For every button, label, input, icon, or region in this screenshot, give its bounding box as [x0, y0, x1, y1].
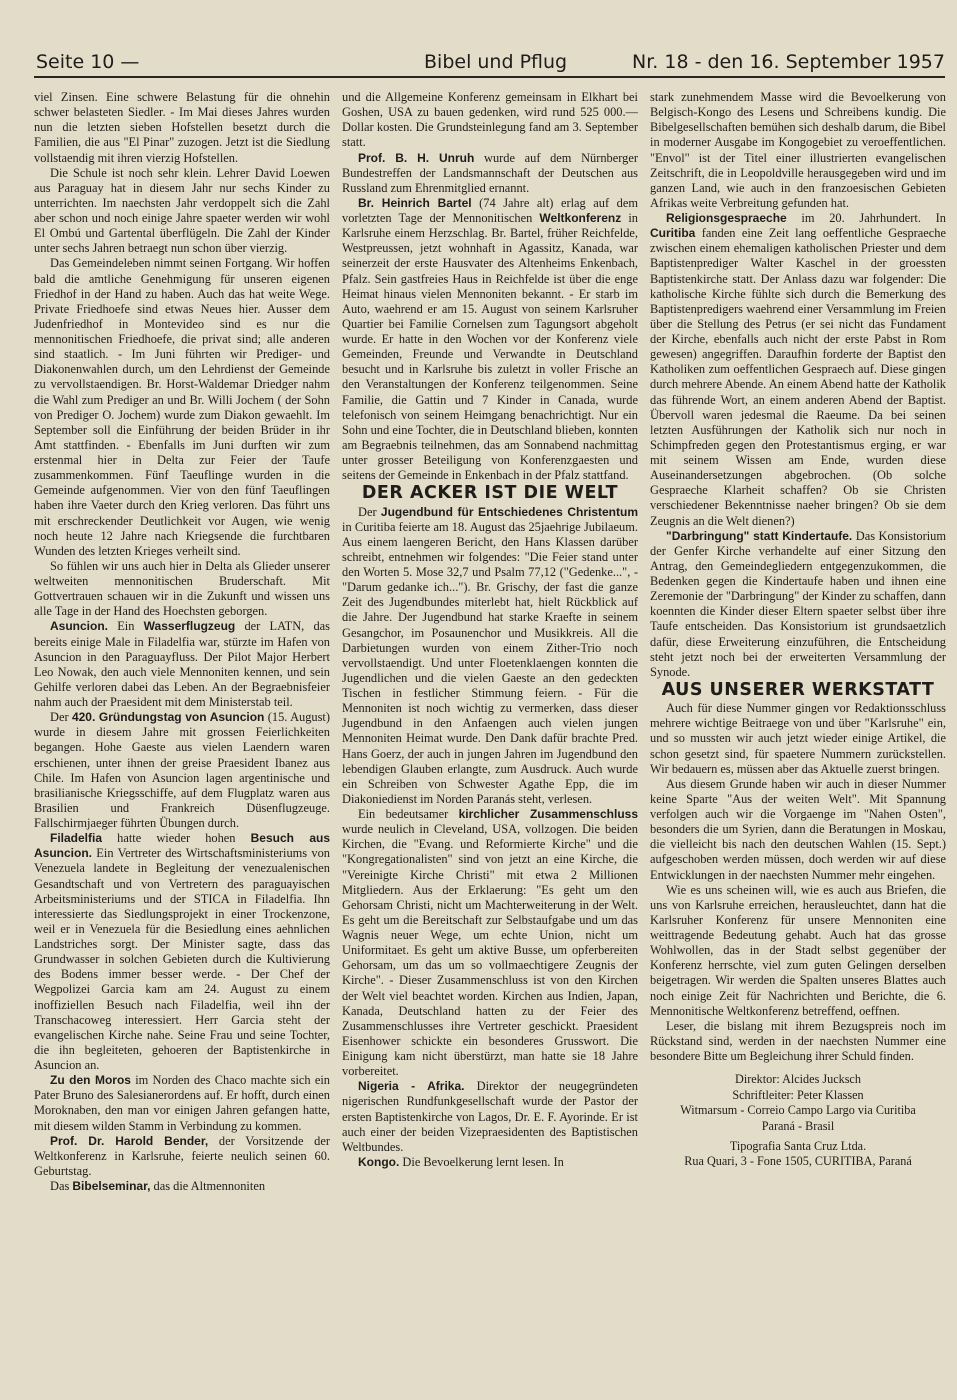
news-text: hatte wieder hohen — [102, 831, 251, 846]
article-paragraph: stark zunehmendem Masse wird die Bevoelkerung von Belgisch-Kongo des Lesens und Schreibens kundig. Die Bibelgesellschaften bemühen sich deshalb darum, die Bibel in moderner Ausgabe im Kongogebiet zu veroeffentlichen. "Envol" ist der Titel einer illustrierten evangelischen Zeitschrift, die in Leopoldville herausgegeben wird und im ganzen Land, wie auch in den franzoesischen Gebieten Afrikas weite Verbreitung gefunden hat. — [650, 90, 946, 210]
news-keyword: Besuch aus Asuncion. — [34, 831, 330, 861]
news-item-jugendbund — [342, 505, 638, 808]
imprint-printer-address: Rua Quari, 3 - Fone 1505, CURITIBA, Paraná — [684, 1154, 912, 1169]
news-text: in Karlsruhe einem Herzschlag. Br. Bartel, früher Reichfelde, Westpreussen, jetzt wohnhaft in Agassitz, Kanada, war seinerzeit der erste Hausvater des Altenheims Enkenbach, Pfalz. Sein gastfreies Haus in Reichfelde ist über die enge Heimat hinaus vielen Mennoniten bekannt. - Er starb im Auto, waehrend er am 15. August von seinem Karlsruher Quartier bei Familie Cornelsen zum Tagungsort abgeholt wurde. Er hatte in den Wochen vor der Konferenz viele Gemeinden, Freunde und Verwandte in Deutschland besucht und in Karlsruhe bis zuletzt in voller Frische an den Veranstaltungen der Konferenz teilgenommen. Seine Familie, die Gattin und 7 Kinder in Canada, wurde telefonisch von seinem Heimgang benachrichtigt. Nur ein Sohn und eine Tochter, die in Deutschland blieben, konnten am Begraebnis teilnehmen, das am Sonnabend nachmittag unter grosser Beteiligung von Konferenzgaesten und seitens der Gemeinde in Enkenbach in der Pfalz stattfand. — [342, 211, 638, 483]
news-text: Die Bevoelkerung lernt lesen. In — [399, 1154, 564, 1169]
news-text: (15. August) wurde in diesem Jahre mit grossen Feierlichkeiten begangen. Hohe Gaeste aus vielen Laendern waren erschienen, unter ihnen der greise Praesident Ibanez aus Chile. Im Hafen von Asuncion lagen argentinische und brasilianische Kriegsschiffe, auf dem Flugplatz waren aus Brasilien und Frankreich Düsenflugzeuge. Fallschirmjaeger führten Übungen durch. — [34, 710, 330, 830]
article-paragraph: Wie es uns scheinen will, wie es auch aus Briefen, die uns von Karlsruhe erreichen, herausleuchtet, dann hat die Karlsruher Konferenz für unsere Mennoniten eine weittragende Bedeutung gehabt. Auch hat das grosse Wohlwollen, das in der Stadt selbst gegenüber der Konferenz herrschte, viel zum guten Gelingen derselben beigetragen. Wir werden die Spalten unseres Blattes auch noch einige Zeit für Nachrichten und Berichte, die 6. Mennonitische Weltkonferenz betreffend, oeffnen. — [650, 882, 946, 1018]
news-item-seminar — [34, 1179, 330, 1194]
news-keyword: Religionsgespraeche — [666, 211, 787, 225]
news-keyword: Bibelseminar, — [72, 1179, 151, 1193]
imprint-editor: Schriftleiter: Peter Klassen — [732, 1087, 864, 1102]
news-keyword: Nigeria - Afrika. — [358, 1079, 465, 1094]
article-paragraph: Auch für diese Nummer gingen vor Redaktionsschluss mehrere wichtige Beitraege von und über "Karlsruhe" ein, und so mussten wir auch jetzt wieder einige Artikel, die schon gesetzt sind, für spaetere Nummern zurückstellen. Wir bedauern es, müssen aber das Aktuelle zuerst bringen. — [650, 701, 946, 776]
imprint-director: Direktor: Alcides Jucksch — [735, 1072, 861, 1087]
news-item-darbringung — [650, 529, 946, 680]
column-right — [650, 90, 946, 1390]
news-keyword: Kongo. — [358, 1154, 400, 1169]
news-item-religion — [650, 211, 946, 529]
news-text: der Vorsitzende der Weltkonferenz in Karlsruhe, feierte neulich seinen 60. Geburtstag. — [34, 1133, 330, 1178]
news-item-anniversary — [34, 710, 330, 831]
news-item-nigeria — [342, 1079, 638, 1155]
news-text: Das — [50, 1179, 73, 1193]
news-keyword: Prof. Dr. Harold Bender, — [50, 1133, 209, 1148]
news-item-unruh — [342, 151, 638, 196]
news-keyword: Zu den Moros — [50, 1073, 131, 1088]
news-text: Der — [358, 504, 381, 519]
news-item-filadelfia — [34, 831, 330, 1073]
article-paragraph: und die Allgemeine Konferenz gemeinsam in Elkhart bei Goshen, USA zu bauen gedenken, wird rund 525 000.— Dollar kosten. Die Grundsteinlegung fand am 3. September statt. — [342, 90, 638, 150]
section-heading: AUS UNSERER WERKSTATT — [661, 679, 935, 700]
imprint-address: Witmarsum - Correio Campo Largo via Curitiba — [680, 1103, 916, 1118]
news-keyword: Jugendbund für Entschiedenes Christentum — [380, 504, 638, 519]
news-text: wurde auf dem Nürnberger Bundestreffen der Landsmannschaft der Deutschen aus Russland zum Ehrenmitglied ernannt. — [342, 150, 638, 195]
article-paragraph: Leser, die bislang mit ihrem Bezugspreis noch im Rückstand sind, werden in der naechsten Nummer eine besondere Bitte um Begleichung ihrer Schuld finden. — [650, 1018, 946, 1064]
news-item-church-union — [342, 807, 638, 1079]
column-left — [34, 90, 330, 1390]
news-keyword: Wasserflugzeug — [143, 619, 236, 634]
news-item-asuncion: Asuncion. Ein Wasserflugzeug der LATN, das bereits einige Male in Filadelfia war, stürzte im Hafen von Asuncion in den Paraguayfluss. Der Pilot Major Herbert Leo Nowak, den auch viele Mennoniten kennen, und sein Gehilfe verloren dabei das Leben. An der Begraebnisfeier nahm auch der Praesident mit dem Ministerstab teil. — [34, 619, 330, 709]
news-keyword: Curitiba — [650, 226, 696, 241]
article-paragraph: Die Schule ist noch sehr klein. Lehrer David Loewen aus Paraguay hat in diesem Jahr nur sechs Kinder zu unterrichten. Im naechsten Jahr verdoppelt sich die Zahl aber schon und noch einige Jahre spaeter werden wir wohl El Ombú und Gartental überflügeln. Die Zahl der Kinder unter sechs Jahren betraegt nun schon über vierzig. — [34, 165, 330, 256]
section-heading: DER ACKER IST DIE WELT — [361, 483, 619, 504]
news-text: Der — [50, 710, 72, 725]
newspaper-title: Bibel und Pflug — [424, 51, 568, 73]
news-text: fanden eine Zeit lang oeffentliche Gespraeche zwischen einem ehemaligen katholischen Priester und dem Baptistenprediger Walter Kaschel in der groessten Baptistenkirche statt. Der Anlass dazu war folgender: Die katholische Kirche fühlte sich durch die Bemerkung des Baptistenpredigers waehrend einer Versammlung im Freien über die Stellung des Petrus (er sei nicht das Fundament der Kirche, ebenfalls auch nicht der erste Pabst in Rom gewesen) angegriffen. Daraufhin forderte der Baptist den Katholiken zum oeffentlichen Gespraech auf. Diese gingen durch mehrere Abende. An einem Abend hatte der Katholik das führende Wort, an einem anderen Abend der Baptist. Übervoll waren jedesmal die Raeume. Da bei seinen letzten Ausführungen der Katholik sich nur noch in Schimpfreden gegen den Protestantismus erging, er war mit seinem Wissen am Ende, wurden diese Auseinandersetzungen abgebrochen. (Ob solche Gespraeche Klarheit schaffen? Ob sie Christen verschiedener Bekenntnisse naeher bringen? Ob sie dem Zeugnis an die Welt dienen?) — [650, 226, 946, 528]
news-text: der LATN, das bereits einige Male in Filadelfia war, stürzte im Hafen von Asuncion in den Paraguayfluss. Der Pilot Major Herbert Leo Nowak, den auch viele Mennoniten kennen, und sein Gehilfe verloren dabei das Leben. An der Begraebnisfeier nahm auch der Praesident mit dem Ministerstab teil. — [34, 619, 330, 709]
page-number: Seite 10 — — [36, 51, 140, 73]
news-item-bender — [34, 1134, 330, 1179]
article-paragraph: So fühlen wir uns auch hier in Delta als Glieder unserer weltweiten mennonitischen Bruderschaft. Mit Gottvertrauen schauen wir in die Zukunft und wissen uns alle Tage in der Hand des Hoechsten geborgen. — [34, 558, 330, 619]
news-keyword: Br. Heinrich Bartel — [358, 195, 472, 210]
imprint-region: Paraná - Brasil — [761, 1119, 835, 1134]
news-text: in Curitiba feierte am 18. August das 25jaehrige Jubilaeum. Aus einem laengeren Bericht, den Hans Klassen darüber schreibt, entnehmen wir folgendes: "Die Feier stand unter den Worten 5. Mose 32,7 und Psalm 77,12 ("Gedenke...", - "Darum gedanke ich..."). Br. Grischy, der fast die ganze Zeit des Jugendbundes miterlebt hat, hielt Rückblick auf die Jahre. Der Jugendbund hat starke Kraefte in seinem Gesangchor, im Posaunenchor und Musikkreis. All die Darbietungen wurden von einem Zither-Trio noch vervollstaendigt. Und unter Floetenklaengen konnten die Jugendlichen und die vielen Gaeste an den gedeckten Tischen in festlicher Stimmung feiern. - Für die Mennoniten ist noch wichtig zu vermerken, dass dieser Jugendbund in den Anfaengen auch vielen jungen Mennoniten Heimat wurde. Den Dank dafür brachte Pred. Hans Goerz, der auch in jungen Jahren im Jugendbund den lebendigen Glauben erlangte, zum Ausdruck. Auch wurde ein Schreiben von Schwester Agathe Epp, die im Diakoniedienst im Norden Paranás steht, verlesen. — [342, 519, 638, 806]
news-keyword: Prof. B. H. Unruh — [358, 150, 475, 165]
news-text: Ein Vertreter des Wirtschaftsministeriums von Venezuela landete in Begleitung der venezualenischen Gesandtschaft und von Vertretern des paraguayischen Arbeitsministeriums und der STICA in Filadelfia. Ihn interessierte das Siedlungsprojekt in einer Trockenzone, weil er in Venezuela für die Besiedlung eines aehnlichen Landstriches sorgt. Der Minister sagte, dass das Grundwasser in solchen Gebieten durch die Kultivierung des Bodens immer besser werde. - Der Chef der Wegpolizei Garcia kam am 24. August zu einem inoffiziellen Besuch nach Filadelfia, weil ihn der Transchacoweg interessiert. Herr Garcia steht der evangelischen Kirche nahe. Seine Frau und seine Tochter, die ihn begleiteten, gehoeren der Baptistenkirche in Asuncion an. — [34, 846, 330, 1072]
news-keyword: 420. Gründungstag von Asuncion — [71, 710, 265, 725]
news-lead: Filadelfia — [50, 831, 103, 846]
news-item-kongo — [342, 1155, 638, 1170]
issue-date: Nr. 18 - den 16. September 1957 — [632, 51, 945, 73]
news-text: Das Konsistorium der Genfer Kirche verhandelte auf einer Sitzung den Antrag, den Gemeindegliedern entgegenzukommen, die Bedenken gegen die Kindertaufe haben und ihnen eine Zeremonie der "Darbringung" der Kinder zu schaffen, dann koennten die Kinder dieser Eltern spaeter selbst über ihre Taufe entscheiden. Das Konsistorium ist grundsaetzlich dafür, diese Erweiterung einzuführen, die Entscheidung steht jetzt noch bei der erweiterten Versammlung der Synode. — [650, 528, 946, 679]
news-keyword: "Darbringung" statt Kindertaufe. — [666, 528, 853, 543]
imprint-printer: Tipografia Santa Cruz Ltda. — [729, 1138, 867, 1153]
news-item-bartel — [342, 196, 638, 483]
article-columns — [34, 90, 946, 1390]
news-text: im 20. Jahrhundert. In — [786, 211, 946, 225]
column-middle — [342, 90, 638, 1390]
news-keyword: kirchlicher Zusammenschluss — [458, 807, 638, 822]
news-text: im Norden des Chaco machte sich ein Pater Bruno des Salesianerordens auf. Er hofft, durch einen Moroknaben, den man vor einigen Jahren gefangen hatte, mit diesem wilden Stamm in Verbindung zu kommen. — [34, 1073, 330, 1133]
news-text: wurde neulich in Cleveland, USA, vollzogen. Die beiden Kirchen, die "Evang. und Reformierte Kirche" und die "Kongregationalisten" sind von jetzt an eine Kirche, die "Vereinigte Kirche Christi" mit etwa 2 Millionen Mitgliedern. Aus der Erklaerung: "Es geht um den Gehorsam Christi, nicht um Machterweiterung in der Welt. Es geht um die Bereitschaft zur Selbstaufgabe und um das Wagnis neuer Wege, um echte Union, nicht um Uniformitaet. Es geht um aktive Busse, um opferbereiten Gehorsam, um das um so vollmaechtigere Zeugnis der Kirche". - Dieser Zusammenschluss ist von den Kirchen der Welt viel beachtet worden. Kirchen aus Indien, Japan, Kanada, Deutschland hatten zu der Feier des Zusammenschlusses ihre Vertreter geschickt. Praesident Eisenhower schickte ein besonderes Grusswort. Die Einigung kam nicht überstürzt, man hatte sie 18 Jahre vorbereitet. — [342, 822, 638, 1079]
news-text: Ein bedeutsamer — [358, 807, 459, 822]
news-keyword: Weltkonferenz — [539, 211, 622, 225]
article-paragraph: Das Gemeindeleben nimmt seinen Fortgang. Wir hoffen bald die amtliche Genehmigung für unseren eigenen Friedhof in der Hand zu haben. Auch das hat weite Wege. Private Friedhoefe sind etwas Neues hier. Ausser dem Judenfriedhof in Montevideo sind es nur die mennonitischen Friedhoefe, die privat sind; alle anderen sind staatlich. - Im Juni führten wir Prediger- und Diakonenwahlen durch, um den Lehrdienst der Gemeinde zu vervollstaendigen. Br. Horst-Waldemar Driedger nahm die Wahl zum Prediger an und Br. Willi Jochem ( der Sohn von Prediger O. Jochem) wurde zum Diakon gewaehlt. Im September soll die Einführung der beiden Brüder in ihr Amt stattfinden. - Ebenfalls im Juni durften wir zum erstenmal hier in Delta zur Feier der Taufe zusammenkommen. Fünf Taeuflinge wurden in die Gemeinde aufgenommen. Vier von den fünf Taeuflingen haben ihre Vaeter durch den Krieg verloren. Das führt uns mit erschreckender Deutlichkeit vor Augen, wie wenig noch heute 12 Jahre nach Kriegsende die furchtbaren Wunden des letzten Krieges verheilt sind. — [34, 256, 330, 558]
news-text: (74 Jahre alt) erlag auf dem vorletzten Tage der Mennonitischen — [342, 195, 638, 225]
news-lead: Asuncion. — [50, 619, 109, 634]
news-text: das die Altmennoniten — [150, 1179, 266, 1193]
news-text: Direktor der neugegründeten nigerischen Rundfunkgesellschaft wurde der Pastor der ersten Baptistenkirche von Lagos, Dr. E. F. Ayorinde. Er ist auch einer der beiden Vizepraesidenten des Baptistischen Weltbundes. — [342, 1079, 638, 1154]
article-paragraph: viel Zinsen. Eine schwere Belastung für die ohnehin schwer belasteten Siedler. - Im Mai dieses Jahres wurden nun die letzten sieben Hofstellen besetzt durch die Familien, die aus "El Pinar" zuzogen. Jetzt ist die Siedlung vollstaendig mit ihren vierzig Hofstellen. — [34, 90, 330, 165]
news-item-moros — [34, 1073, 330, 1134]
imprint — [650, 1072, 946, 1170]
article-paragraph: Aus diesem Grunde haben wir auch in dieser Nummer keine Sparte "Aus der weiten Welt". Mit Spannung verfolgen auch wir die Vorgaenge im "Nahen Osten", besonders die um Syrien, dann die Beratungen in Moskau, die vielleicht bis nach den deutschen Wahlen (15. Sept.) aufgeschoben werden müssen, doch werden wir auf diese Entwicklungen in der naechsten Nummer mehr eingehen. — [650, 776, 946, 882]
masthead — [34, 44, 945, 78]
